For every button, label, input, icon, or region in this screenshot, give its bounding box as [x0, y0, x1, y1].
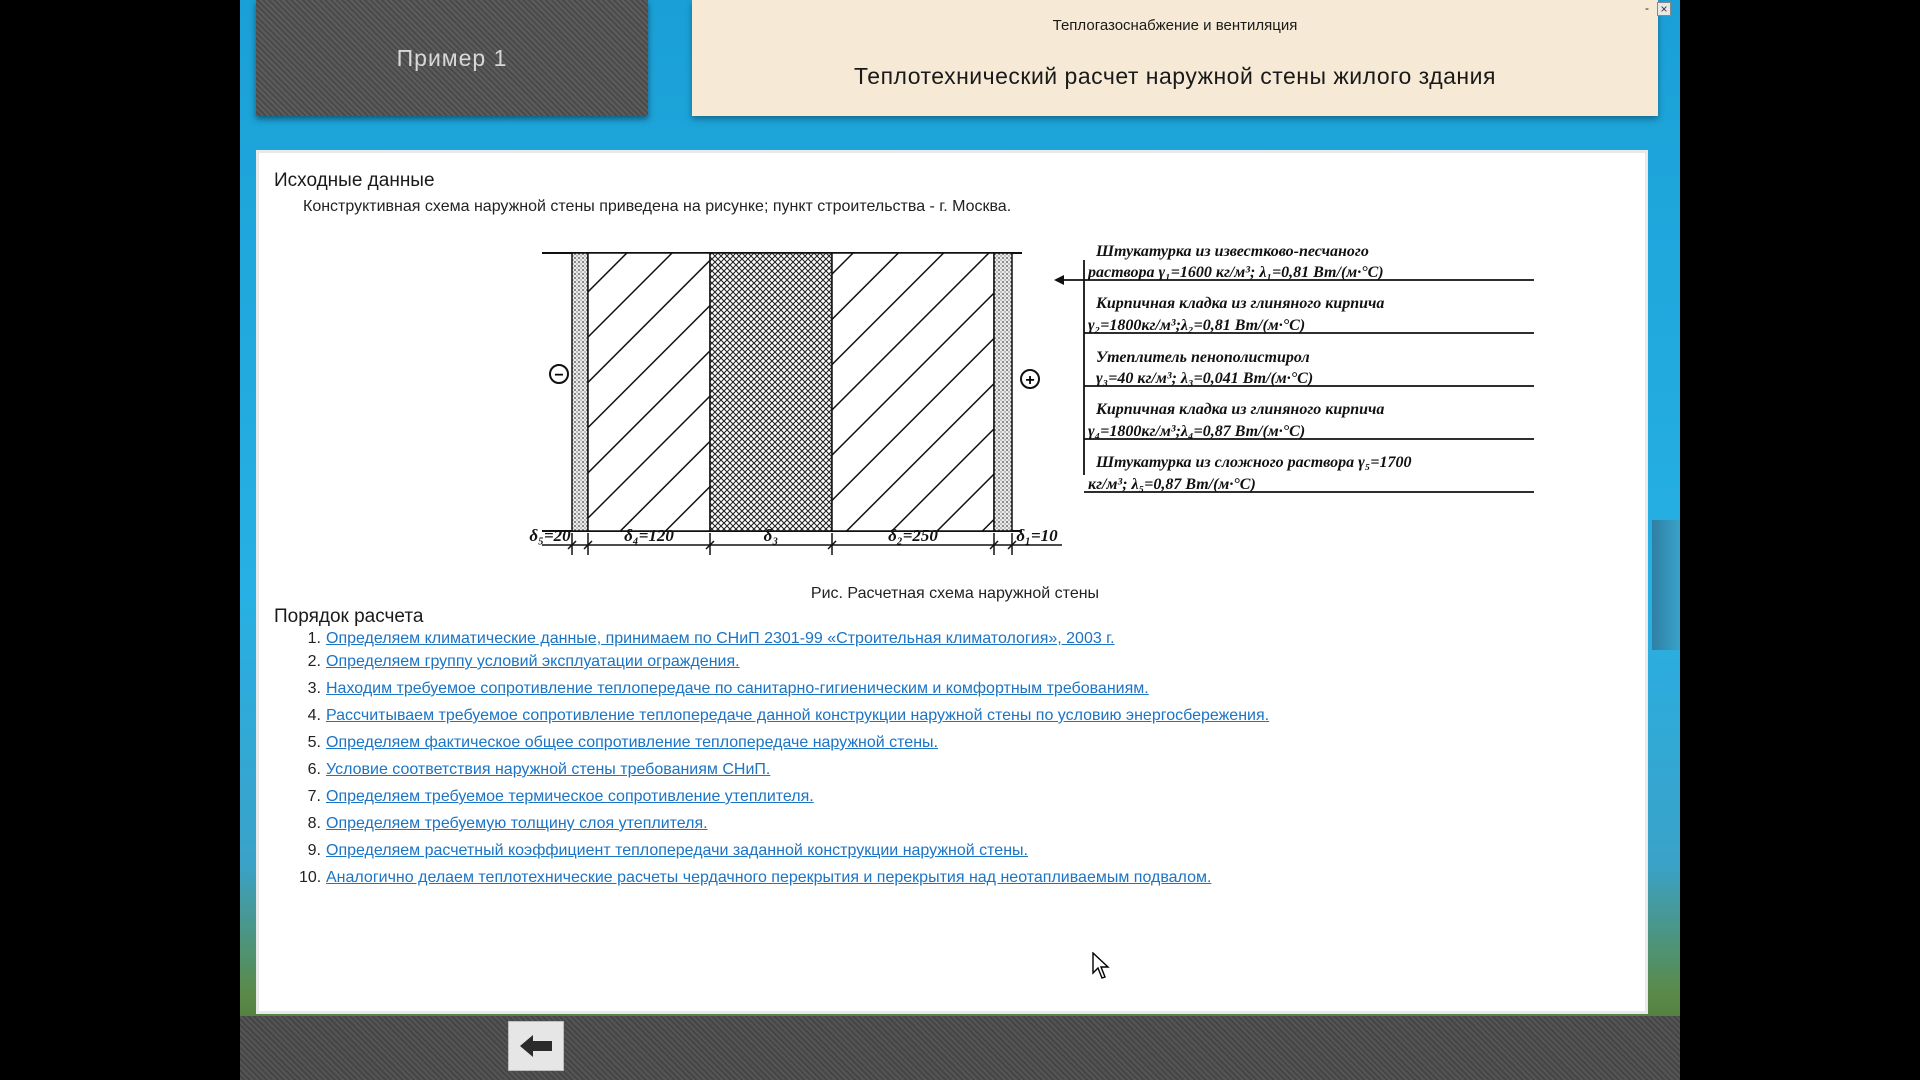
mouse-cursor-icon	[1092, 952, 1112, 980]
step-link-7[interactable]: Определяем требуемое термическое сопротивление утеплителя.	[326, 788, 814, 805]
list-item	[299, 788, 814, 806]
dim-label-d2: δ₂=250	[888, 526, 938, 545]
bottom-navigation-bar	[240, 1016, 1680, 1080]
list-item	[299, 815, 708, 833]
layer-2-props: γ₂=1800кг/м³;λ₂=0,81 Вт/(м·°С)	[1088, 317, 1306, 334]
step-link-4[interactable]: Рассчитываем требуемое сопротивление теплопередаче данной конструкции наружной стены по условию энергосбережения.	[326, 707, 1270, 724]
step-number: 6.	[307, 761, 321, 778]
step-number: 1.	[307, 630, 321, 647]
brick-layer-outer	[832, 253, 994, 531]
initial-data-text: Конструктивная схема наружной стены приведена на рисунке; пункт строительства - г. Москва.	[303, 198, 1012, 215]
list-item	[299, 630, 1115, 648]
exterior-side-sign: +	[1025, 372, 1035, 389]
brick-layer-inner	[588, 253, 710, 531]
plaster-layer-outer	[994, 253, 1012, 531]
plaster-layer-inner	[572, 253, 588, 531]
list-item	[299, 842, 1028, 860]
step-link-2[interactable]: Определяем группу условий эксплуатации ограждения.	[326, 653, 740, 670]
step-link-3[interactable]: Находим требуемое сопротивление теплопередаче по санитарно-гигиеническим и комфортным требованиям.	[326, 680, 1149, 697]
step-link-10[interactable]: Аналогично делаем теплотехнические расчеты чердачного перекрытия и перекрытия над неотапливаемым подвалом.	[326, 869, 1212, 886]
dim-label-d5: δ₅=20	[529, 526, 571, 545]
list-item	[299, 653, 740, 671]
step-number: 2.	[307, 653, 321, 670]
layer-3-props: γ₃=40 кг/м³; λ₃=0,041 Вт/(м·°С)	[1096, 370, 1314, 387]
layer-4-props: γ₄=1800кг/м³;λ₄=0,87 Вт/(м·°С)	[1088, 423, 1306, 440]
step-number: 10.	[299, 869, 322, 886]
insulation-layer	[710, 253, 832, 531]
list-item	[299, 761, 770, 779]
step-number: 5.	[307, 734, 321, 751]
layer-5-name: Штукатурка из сложного раствора γ₅=1700	[1096, 454, 1412, 471]
step-number: 8.	[307, 815, 321, 832]
back-button[interactable]	[508, 1021, 564, 1071]
step-number: 9.	[307, 842, 321, 859]
close-button[interactable]: ×	[1657, 2, 1671, 16]
layer-1-props: раствора γ₁=1600 кг/м³; λ₁=0,81 Вт/(м·°С)	[1088, 264, 1384, 281]
steps-heading: Порядок расчета	[274, 606, 424, 627]
step-link-8[interactable]: Определяем требуемую толщину слоя утеплителя.	[326, 815, 708, 832]
minimize-button[interactable]: -	[1645, 1, 1649, 15]
list-item	[299, 734, 938, 752]
application-window	[240, 0, 1680, 1080]
step-link-1[interactable]: Определяем климатические данные, принимаем по СНиП 2301-99 «Строительная климатология», 2003 г.	[326, 630, 1115, 647]
dim-label-d4: δ₄=120	[624, 526, 674, 545]
header-panel	[692, 0, 1658, 116]
layer-5-props: кг/м³; λ₅=0,87 Вт/(м·°С)	[1088, 476, 1256, 493]
step-number: 7.	[307, 788, 321, 805]
background-decoration	[1652, 520, 1680, 650]
page-title: Теплотехнический расчет наружной стены жилого здания	[854, 63, 1496, 89]
list-item	[299, 707, 1269, 725]
step-link-9[interactable]: Определяем расчетный коэффициент теплопередачи заданной конструкции наружной стены.	[326, 842, 1028, 859]
figure-caption: Рис. Расчетная схема наружной стены	[810, 585, 1100, 602]
layer-2-name: Кирпичная кладка из глиняного кирпича	[1096, 295, 1385, 312]
course-subject: Теплогазоснабжение и вентиляция	[1052, 17, 1298, 34]
wall-section-diagram	[502, 241, 1062, 565]
initial-data-heading: Исходные данные	[274, 170, 435, 191]
step-number: 3.	[307, 680, 321, 697]
layer-3-name: Утеплитель пенополистирол	[1096, 349, 1310, 366]
example-label: Пример 1	[396, 44, 508, 71]
interior-side-sign: −	[554, 367, 564, 384]
example-label-panel	[256, 0, 648, 116]
arrow-left-icon	[520, 1035, 552, 1057]
step-link-6[interactable]: Условие соответствия наружной стены требованиям СНиП.	[326, 761, 771, 778]
layer-1-name: Штукатурка из известково-песчаного	[1096, 243, 1369, 260]
dim-label-d1: δ₁=10	[1016, 526, 1058, 545]
list-item	[299, 680, 1149, 698]
dim-label-d3: δ₃	[763, 526, 779, 545]
layer-4-name: Кирпичная кладка из глиняного кирпича	[1096, 401, 1385, 418]
content-panel	[256, 150, 1648, 1014]
step-number: 4.	[307, 707, 321, 724]
layer-legend	[1054, 237, 1544, 497]
list-item	[299, 869, 1211, 887]
step-link-5[interactable]: Определяем фактическое общее сопротивление теплопередаче наружной стены.	[326, 734, 938, 751]
